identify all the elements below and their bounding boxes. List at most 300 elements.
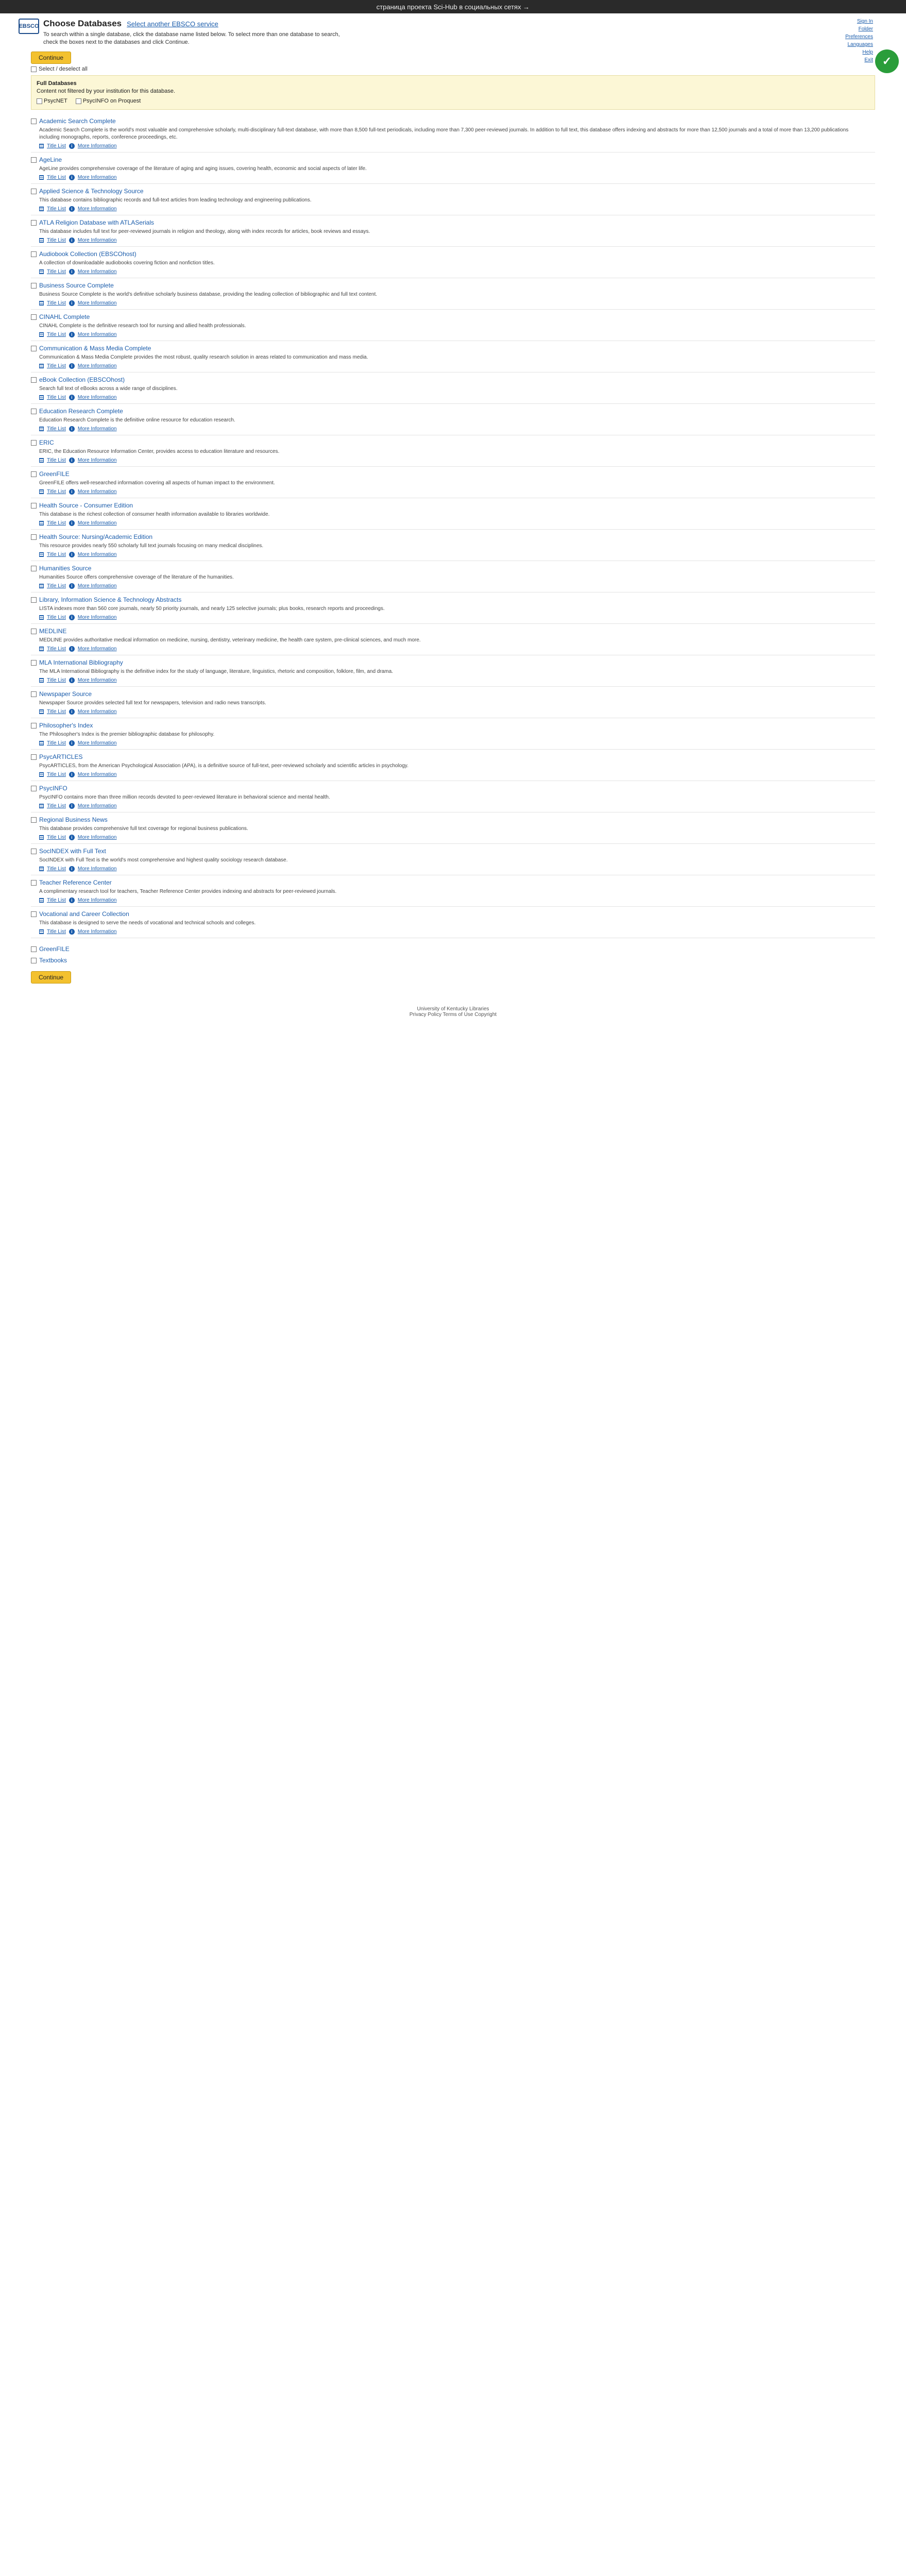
database-checkbox[interactable] [31, 597, 37, 603]
database-name-row[interactable] [31, 879, 875, 886]
database-name-row[interactable] [31, 117, 875, 125]
header-text [43, 19, 340, 46]
continue-button[interactable]: Continue [31, 52, 71, 64]
database-checkbox[interactable] [31, 691, 37, 697]
database-description: This database includes full text for peer-reviewed journals in religion and theology, along with index records for articles, book reviews and essays. [39, 229, 370, 234]
full-databases-desc: Content not filtered by your institution for this database. [37, 88, 176, 94]
database-checkbox[interactable] [31, 220, 37, 226]
title-list-link[interactable]: Title List [47, 238, 66, 243]
title-list-icon[interactable] [39, 898, 44, 903]
database-meta [39, 332, 875, 337]
title-list-icon[interactable] [39, 458, 44, 463]
more-information-link[interactable]: More Information [77, 520, 117, 526]
database-meta [39, 300, 875, 306]
title-list-link[interactable]: Title List [47, 206, 66, 212]
database-name[interactable]: SocINDEX with Full Text [39, 848, 106, 855]
full-databases-title: Full Databases [37, 80, 77, 87]
select-all-label: Select / deselect all [39, 66, 88, 72]
select-all-checkbox[interactable] [31, 66, 37, 72]
database-name[interactable]: Communication & Mass Media Complete [39, 345, 151, 352]
more-information-link[interactable]: More Information [77, 175, 117, 180]
more-info-icon[interactable]: i [69, 646, 75, 652]
title-list-link[interactable]: Title List [47, 395, 66, 400]
database-description: Newspaper Source provides selected full text for newspapers, television and radio news transcripts. [39, 700, 266, 706]
sign-in-link[interactable]: Sign In [857, 19, 873, 24]
full-db-option-2[interactable] [76, 97, 141, 105]
database-name-row[interactable] [31, 408, 875, 415]
title-list-icon[interactable] [39, 647, 44, 651]
title-list-link[interactable]: Title List [47, 740, 66, 746]
more-information-link[interactable]: More Information [77, 363, 117, 369]
full-databases-box [31, 75, 875, 110]
database-meta [39, 583, 875, 589]
database-meta [39, 489, 875, 495]
database-description: AgeLine provides comprehensive coverage of the literature of aging and aging issues, covering health, economic and social aspects of later life. [39, 166, 367, 172]
database-item [31, 278, 875, 310]
browser-top-bar[interactable] [0, 0, 906, 13]
database-meta [39, 803, 875, 809]
more-info-icon[interactable]: i [69, 615, 75, 620]
database-checkbox[interactable] [31, 817, 37, 823]
bottom-item-1-name[interactable]: GreenFILE [39, 945, 70, 953]
database-item [31, 875, 875, 907]
database-name[interactable]: GreenFILE [39, 470, 70, 478]
database-name-row[interactable] [31, 502, 875, 509]
database-item [31, 310, 875, 341]
more-information-link[interactable]: More Information [77, 583, 117, 589]
database-description: LISTA indexes more than 560 core journals, nearly 50 priority journals, and nearly 125 selective journals; plus books, research reports and proceedings. [39, 606, 385, 612]
database-checkbox[interactable] [31, 849, 37, 854]
footer-line1: University of Kentucky Libraries [417, 1006, 489, 1012]
more-info-icon[interactable]: i [69, 709, 75, 715]
bottom-item-2-name[interactable]: Textbooks [39, 957, 67, 964]
select-another-service-link[interactable]: Select another EBSCO service [127, 20, 218, 28]
more-info-icon[interactable]: i [69, 929, 75, 935]
database-name[interactable]: Philosopher's Index [39, 722, 93, 729]
database-item [31, 498, 875, 530]
ebsco-logo-text: EBSCO [19, 23, 39, 29]
database-name[interactable]: Newspaper Source [39, 690, 92, 698]
select-all-row[interactable] [31, 66, 894, 72]
database-checkbox[interactable] [31, 283, 37, 289]
database-item [31, 687, 875, 718]
database-checkbox[interactable] [31, 911, 37, 917]
more-information-link[interactable]: More Information [77, 803, 117, 809]
title-list-link[interactable]: Title List [47, 457, 66, 463]
database-name-row[interactable] [31, 722, 875, 729]
more-information-link[interactable]: More Information [77, 206, 117, 212]
bottom-item-2[interactable] [31, 957, 875, 964]
more-info-icon[interactable]: i [69, 269, 75, 275]
database-name-row[interactable] [31, 470, 875, 478]
database-meta [39, 175, 875, 180]
database-checkbox[interactable] [31, 157, 37, 163]
more-information-link[interactable]: More Information [77, 615, 117, 620]
database-name-row[interactable] [31, 690, 875, 698]
more-info-icon[interactable]: i [69, 866, 75, 872]
database-checkbox[interactable] [31, 880, 37, 886]
more-information-link[interactable]: More Information [77, 740, 117, 746]
bottom-item-1[interactable] [31, 945, 875, 953]
continue-button-bottom[interactable]: Continue [31, 971, 71, 984]
more-information-link[interactable]: More Information [77, 300, 117, 306]
title-list-icon[interactable] [39, 427, 44, 431]
database-name[interactable]: Audiobook Collection (EBSCOhost) [39, 250, 136, 258]
database-checkbox[interactable] [31, 471, 37, 477]
more-info-icon[interactable]: i [69, 395, 75, 400]
more-information-link[interactable]: More Information [77, 897, 117, 903]
database-item [31, 435, 875, 467]
database-name-row[interactable] [31, 848, 875, 855]
database-meta [39, 646, 875, 652]
title-list-link[interactable]: Title List [47, 363, 66, 369]
database-name[interactable]: Regional Business News [39, 816, 108, 823]
preferences-link[interactable]: Preferences [845, 34, 873, 40]
more-info-icon[interactable]: i [69, 677, 75, 683]
title-list-icon[interactable] [39, 709, 44, 714]
more-information-link[interactable]: More Information [77, 646, 117, 652]
title-list-icon[interactable] [39, 552, 44, 557]
more-info-icon[interactable]: i [69, 300, 75, 306]
more-information-link[interactable]: More Information [77, 772, 117, 777]
more-information-link[interactable]: More Information [77, 238, 117, 243]
database-meta [39, 238, 875, 243]
database-description: A collection of downloadable audiobooks covering fiction and nonfiction titles. [39, 260, 215, 266]
database-description: Business Source Complete is the world's definitive scholarly business database, providing the leading collection of bibliographic and full text content. [39, 292, 378, 297]
database-checkbox[interactable] [31, 534, 37, 540]
more-information-link[interactable]: More Information [77, 395, 117, 400]
database-description: A complimentary research tool for teachers, Teacher Reference Center provides indexing and abstracts for peer-reviewed journals. [39, 889, 337, 894]
database-item [31, 184, 875, 215]
title-list-link[interactable]: Title List [47, 866, 66, 872]
title-list-icon[interactable] [39, 144, 44, 148]
header-right-links [845, 18, 873, 64]
database-description: PsycARTICLES, from the American Psychological Association (APA), is a definitive source of full-text, peer-reviewed scholarly and scientific articles in psychology. [39, 763, 408, 769]
database-meta [39, 426, 875, 432]
more-info-icon[interactable]: i [69, 489, 75, 495]
more-information-link[interactable]: More Information [77, 426, 117, 432]
database-item [31, 114, 875, 152]
database-name[interactable]: Applied Science & Technology Source [39, 188, 144, 195]
more-info-icon[interactable]: i [69, 772, 75, 777]
database-meta [39, 677, 875, 683]
database-name[interactable]: Library, Information Science & Technology Abstracts [39, 596, 182, 603]
database-item [31, 372, 875, 404]
more-information-link[interactable]: More Information [77, 709, 117, 715]
database-checkbox[interactable] [31, 118, 37, 124]
database-name[interactable]: MLA International Bibliography [39, 659, 123, 666]
database-name[interactable]: Academic Search Complete [39, 117, 116, 125]
header-desc-line2: check the boxes next to the databases and click Continue. [43, 39, 190, 45]
database-checkbox[interactable] [31, 754, 37, 760]
more-information-link[interactable]: More Information [77, 269, 117, 275]
page [0, 13, 906, 1018]
database-name[interactable]: ERIC [39, 439, 54, 446]
database-item [31, 718, 875, 750]
database-item [31, 404, 875, 435]
more-information-link[interactable]: More Information [77, 835, 117, 840]
more-info-icon[interactable]: i [69, 520, 75, 526]
database-item [31, 812, 875, 844]
title-list-link[interactable]: Title List [47, 897, 66, 903]
more-info-icon[interactable]: i [69, 740, 75, 746]
database-checkbox[interactable] [31, 786, 37, 791]
database-description: MEDLINE provides authoritative medical information on medicine, nursing, dentistry, veterinary medicine, the health care system, pre-clinical sciences, and much more. [39, 637, 421, 643]
title-list-icon[interactable] [39, 489, 44, 494]
database-name-row[interactable] [31, 439, 875, 446]
database-meta [39, 206, 875, 212]
title-list-link[interactable]: Title List [47, 175, 66, 180]
title-list-link[interactable]: Title List [47, 520, 66, 526]
database-checkbox[interactable] [31, 314, 37, 320]
database-name-row[interactable] [31, 533, 875, 540]
database-item [31, 215, 875, 247]
database-meta [39, 835, 875, 840]
database-description: Academic Search Complete is the world's most valuable and comprehensive scholarly, multi-disciplinary full-text database, with more than 8,500 full-text periodicals, including more than 7,300 peer-reviewed journals. In addition to full text, this database offers indexing and abstracts for more than 12,500 journals and a total of more than 13,200 publications including monographs, reports, conference proceedings, etc. [39, 127, 849, 140]
header-title-line [43, 19, 340, 29]
title-list-link[interactable]: Title List [47, 583, 66, 589]
database-name-row[interactable] [31, 376, 875, 383]
database-description: The MLA International Bibliography is the definitive index for the study of language, literature, linguistics, rhetoric and composition, folklore, film, and drama. [39, 669, 394, 674]
bottom-area [31, 945, 875, 1018]
more-information-link[interactable]: More Information [77, 143, 117, 149]
title-list-link[interactable]: Title List [47, 143, 66, 149]
more-info-icon[interactable]: i [69, 552, 75, 557]
exit-link[interactable]: Exit [864, 57, 873, 63]
more-info-icon[interactable]: i [69, 426, 75, 432]
database-description: GreenFILE offers well-researched information covering all aspects of human impact to the environment. [39, 480, 275, 486]
database-description: PsycINFO contains more than three million records devoted to peer-reviewed literature in behavioral science and mental health. [39, 794, 330, 800]
title-list-icon[interactable] [39, 301, 44, 306]
more-information-link[interactable]: More Information [77, 552, 117, 557]
database-meta [39, 520, 875, 526]
database-name[interactable]: PsycARTICLES [39, 753, 83, 760]
title-list-link[interactable]: Title List [47, 835, 66, 840]
database-item [31, 341, 875, 372]
database-item [31, 781, 875, 812]
title-list-icon[interactable] [39, 678, 44, 683]
title-list-icon[interactable] [39, 835, 44, 840]
database-description: ERIC, the Education Resource Information Center, provides access to education literature and resources. [39, 449, 280, 454]
database-meta [39, 457, 875, 463]
database-name[interactable]: CINAHL Complete [39, 313, 90, 320]
database-item [31, 844, 875, 875]
database-meta [39, 866, 875, 872]
header-desc-line1: To search within a single database, click the database name listed below. To select more than one database to search, [43, 31, 340, 38]
database-name-row[interactable] [31, 816, 875, 823]
more-information-link[interactable]: More Information [77, 457, 117, 463]
database-name[interactable]: PsycINFO [39, 785, 67, 792]
more-info-icon[interactable]: i [69, 206, 75, 212]
title-list-link[interactable]: Title List [47, 332, 66, 337]
title-list-icon[interactable] [39, 804, 44, 808]
full-db-option-1[interactable] [37, 97, 67, 105]
full-db-option-1-label: PsycNET [44, 98, 67, 104]
database-name-row[interactable] [31, 345, 875, 352]
footer [31, 1006, 875, 1018]
title-list-icon[interactable] [39, 269, 44, 274]
database-meta [39, 269, 875, 275]
database-name[interactable]: MEDLINE [39, 628, 67, 635]
database-name-row[interactable] [31, 188, 875, 195]
languages-link[interactable]: Languages [847, 42, 873, 47]
browser-top-title[interactable]: страница проекта Sci-Hub в социальных сетях → [376, 3, 530, 11]
database-description: This database is the richest collection of consumer health information available to libraries worldwide. [39, 512, 270, 517]
full-db-option-2-checkbox[interactable] [76, 98, 81, 104]
database-name[interactable]: Health Source: Nursing/Academic Edition [39, 533, 153, 540]
database-meta [39, 363, 875, 369]
database-name[interactable]: Business Source Complete [39, 282, 114, 289]
database-description: SocINDEX with Full Text is the world's most comprehensive and highest quality sociology research database. [39, 857, 288, 863]
database-checkbox[interactable] [31, 409, 37, 414]
title-list-icon[interactable] [39, 929, 44, 934]
full-db-option-2-label: PsycINFO on Proquest [82, 98, 141, 104]
database-item [31, 655, 875, 687]
database-description: This database provides comprehensive full text coverage for regional business publications. [39, 826, 248, 832]
database-description: The Philosopher's Index is the premier bibliographic database for philosophy. [39, 732, 215, 737]
more-info-icon[interactable]: i [69, 457, 75, 463]
more-info-icon[interactable]: i [69, 835, 75, 840]
title-list-icon[interactable] [39, 772, 44, 777]
title-list-icon[interactable] [39, 332, 44, 337]
title-list-link[interactable]: Title List [47, 552, 66, 557]
database-meta [39, 897, 875, 903]
database-meta [39, 709, 875, 715]
bottom-item-1-checkbox[interactable] [31, 946, 37, 952]
database-name-row[interactable] [31, 250, 875, 258]
database-item [31, 907, 875, 938]
database-description: This database contains bibliographic records and full-text articles from leading technology and engineering publications. [39, 197, 312, 203]
more-info-icon[interactable]: i [69, 363, 75, 369]
more-info-icon[interactable]: i [69, 332, 75, 337]
database-checkbox[interactable] [31, 377, 37, 383]
more-info-icon[interactable]: i [69, 583, 75, 589]
title-list-icon[interactable] [39, 867, 44, 871]
database-checkbox[interactable] [31, 346, 37, 351]
database-description: Education Research Complete is the definitive online resource for education research. [39, 417, 235, 423]
title-list-link[interactable]: Title List [47, 677, 66, 683]
title-list-link[interactable]: Title List [47, 300, 66, 306]
title-list-icon[interactable] [39, 615, 44, 620]
database-name-row[interactable] [31, 565, 875, 572]
database-item [31, 467, 875, 498]
database-name[interactable]: eBook Collection (EBSCOhost) [39, 376, 125, 383]
database-name[interactable]: Teacher Reference Center [39, 879, 112, 886]
footer-line2[interactable]: Privacy Policy Terms of Use Copyright [409, 1012, 497, 1018]
database-meta [39, 552, 875, 557]
title-list-icon[interactable] [39, 364, 44, 368]
database-name-row[interactable] [31, 785, 875, 792]
full-db-option-1-checkbox[interactable] [37, 98, 42, 104]
title-list-link[interactable]: Title List [47, 803, 66, 809]
database-description: This database is designed to serve the needs of vocational and technical schools and colleges. [39, 920, 256, 926]
database-name[interactable]: AgeLine [39, 156, 62, 163]
more-info-icon[interactable]: i [69, 175, 75, 180]
more-info-icon[interactable]: i [69, 238, 75, 243]
database-checkbox[interactable] [31, 440, 37, 446]
full-databases-options [37, 97, 869, 105]
database-name[interactable]: Vocational and Career Collection [39, 910, 129, 918]
library-badge-icon[interactable]: ✓ [875, 49, 899, 73]
database-name[interactable]: Education Research Complete [39, 408, 123, 415]
database-item [31, 624, 875, 655]
database-item [31, 247, 875, 278]
title-list-icon[interactable] [39, 238, 44, 243]
database-name-row[interactable] [31, 156, 875, 163]
more-information-link[interactable]: More Information [77, 677, 117, 683]
help-link[interactable]: Help [862, 49, 873, 55]
database-name[interactable]: ATLA Religion Database with ATLASerials [39, 219, 155, 226]
database-meta [39, 772, 875, 777]
more-information-link[interactable]: More Information [77, 866, 117, 872]
title-list-icon[interactable] [39, 175, 44, 180]
database-checkbox[interactable] [31, 503, 37, 509]
folder-link[interactable]: Folder [858, 26, 873, 32]
database-checkbox[interactable] [31, 629, 37, 634]
title-list-icon[interactable] [39, 741, 44, 745]
bottom-item-2-checkbox[interactable] [31, 958, 37, 963]
database-description: Communication & Mass Media Complete provides the most robust, quality research solution in areas related to communication and mass media. [39, 354, 368, 360]
database-meta [39, 143, 875, 149]
database-checkbox[interactable] [31, 566, 37, 571]
title-list-link[interactable]: Title List [47, 269, 66, 275]
database-name-row[interactable] [31, 596, 875, 603]
database-checkbox[interactable] [31, 251, 37, 257]
more-info-icon[interactable]: i [69, 803, 75, 809]
title-list-link[interactable]: Title List [47, 615, 66, 620]
more-information-link[interactable]: More Information [77, 929, 117, 935]
database-item [31, 592, 875, 624]
title-list-link[interactable]: Title List [47, 426, 66, 432]
database-item [31, 561, 875, 592]
database-item [31, 530, 875, 561]
database-name-row[interactable] [31, 219, 875, 226]
database-name[interactable]: Humanities Source [39, 565, 92, 572]
title-list-link[interactable]: Title List [47, 772, 66, 777]
database-checkbox[interactable] [31, 189, 37, 194]
database-name-row[interactable] [31, 753, 875, 760]
database-description: Search full text of eBooks across a wide range of disciplines. [39, 386, 178, 392]
database-item [31, 750, 875, 781]
title-list-link[interactable]: Title List [47, 489, 66, 495]
title-list-icon[interactable] [39, 395, 44, 400]
more-info-icon[interactable]: i [69, 143, 75, 149]
database-name[interactable]: Health Source - Consumer Edition [39, 502, 133, 509]
database-list [31, 114, 875, 938]
more-information-link[interactable]: More Information [77, 489, 117, 495]
title-list-icon[interactable] [39, 584, 44, 588]
title-list-icon[interactable] [39, 207, 44, 211]
ebsco-header [12, 13, 894, 63]
database-name-row[interactable] [31, 282, 875, 289]
database-name-row[interactable] [31, 659, 875, 666]
database-item [31, 152, 875, 184]
database-name-row[interactable] [31, 313, 875, 320]
more-info-icon[interactable]: i [69, 897, 75, 903]
title-list-link[interactable]: Title List [47, 709, 66, 715]
ebsco-logo[interactable] [19, 19, 39, 34]
database-checkbox[interactable] [31, 660, 37, 666]
title-list-icon[interactable] [39, 521, 44, 526]
database-meta [39, 615, 875, 620]
database-checkbox[interactable] [31, 723, 37, 728]
database-name-row[interactable] [31, 628, 875, 635]
database-name-row[interactable] [31, 910, 875, 918]
title-list-link[interactable]: Title List [47, 929, 66, 935]
more-information-link[interactable]: More Information [77, 332, 117, 337]
database-meta [39, 740, 875, 746]
title-list-link[interactable]: Title List [47, 646, 66, 652]
